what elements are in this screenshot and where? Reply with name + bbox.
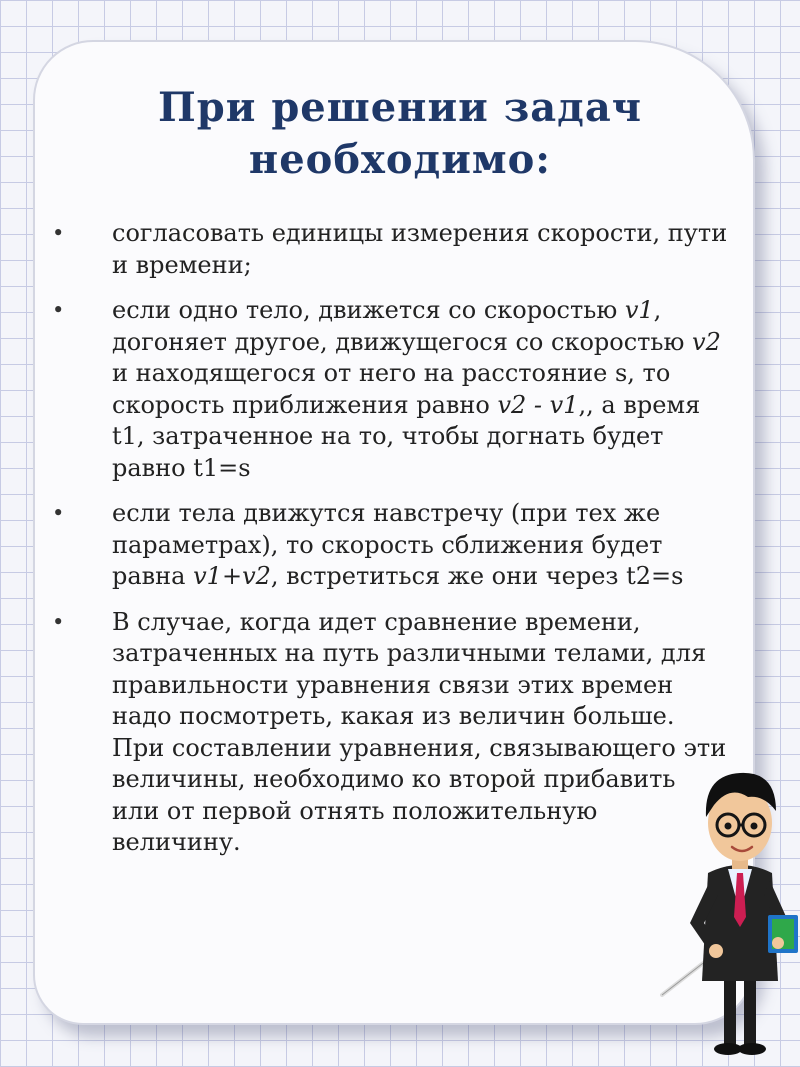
list-item-compare xyxy=(40,607,730,859)
list-item-text: согласовать единицы измерения скорости, пути и времени; xyxy=(112,219,728,279)
bullet-icon: • xyxy=(52,501,65,525)
list-item-chase xyxy=(40,295,730,484)
teacher-illustration-icon xyxy=(660,745,800,1067)
bullet-icon: • xyxy=(52,221,65,245)
bullet-icon: • xyxy=(52,609,65,634)
list-item-units xyxy=(40,218,730,281)
list-item-text: В случае, когда идет сравнение времени, затраченных на путь различными телами, для правильности уравнения связи этих времен надо посмотреть, какая из величин больше. При составлении уравнения, связывающего эти величины, необходимо ко второй прибавить или от первой отнять положительную величину. xyxy=(112,607,727,856)
list-item-text: если тела движутся навстречу (при тех же параметрах), то скорость сближения будет равна v1+v2, встретиться же они через t2=s xyxy=(112,499,684,590)
page-title xyxy=(60,82,740,186)
list-item-text: если одно тело, движется со скоростью v1, догоняет другое, движущегося со скоростью v2 и находящегося от него на расстояние s, то скорость приближения равно v2 - v1,, а время t1, затраченное на то, чтобы догнать будет равно t1=s xyxy=(112,296,721,482)
bullet-icon: • xyxy=(52,298,65,322)
rules-list xyxy=(40,218,730,873)
title-line-2: необходимо: xyxy=(248,136,552,183)
title-line-1: При решении задач xyxy=(157,84,643,131)
list-item-towards xyxy=(40,498,730,593)
